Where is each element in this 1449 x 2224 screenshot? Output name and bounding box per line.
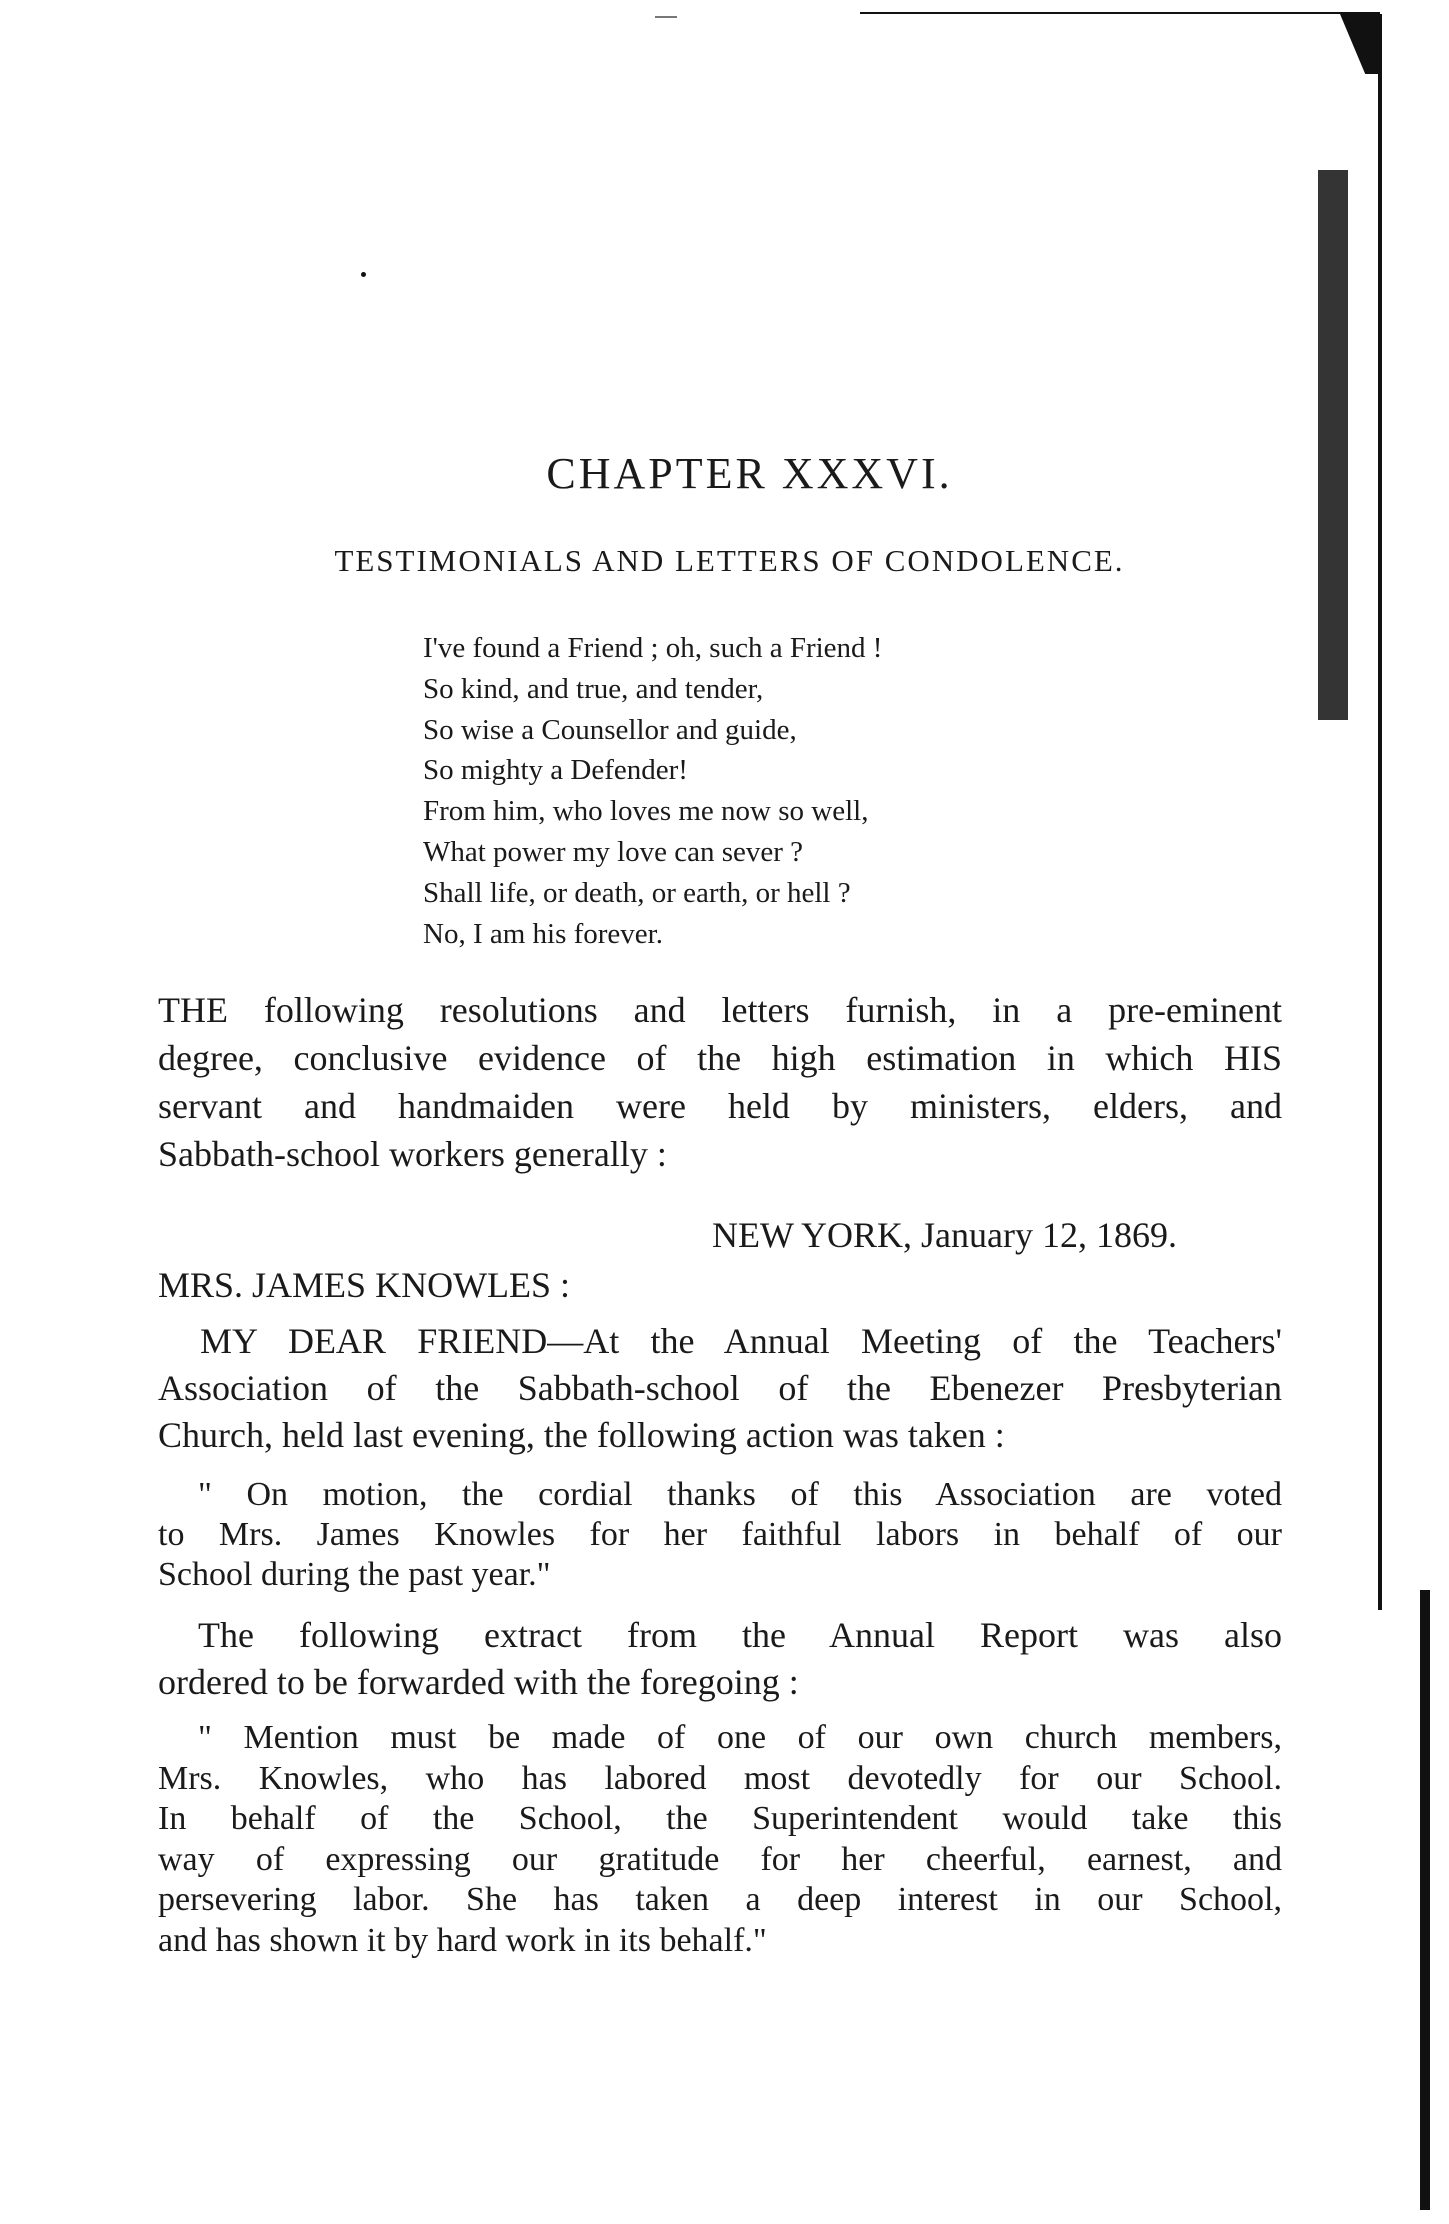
scan-edge-right <box>1378 60 1382 1610</box>
letter-salutation: MRS. JAMES KNOWLES : <box>158 1265 571 1305</box>
quote-line: way of expressing our gratitude for her cheerful, earnest, and <box>158 1840 1282 1878</box>
letter-dateline: NEW YORK, January 12, 1869. <box>712 1215 1177 1255</box>
letter-body-line: Church, held last evening, the following action was taken : <box>158 1415 1005 1455</box>
scan-dot <box>361 272 366 277</box>
letter-body <box>158 1318 1282 1459</box>
scan-binding-shadow <box>1318 170 1348 720</box>
quote-line: " Mention must be made of one of our own church members, <box>198 1719 1282 1756</box>
poem-line: I've found a Friend ; oh, such a Friend ! <box>423 632 883 664</box>
quote-line: and has shown it by hard work in its behalf." <box>158 1921 767 1959</box>
intro-line: servant and handmaiden were held by ministers, elders, and <box>158 1086 1282 1126</box>
scan-dash-top <box>655 16 677 18</box>
scan-edge-corner <box>1340 14 1382 74</box>
extract-intro <box>158 1612 1282 1706</box>
poem-line: What power my love can sever ? <box>423 835 804 868</box>
quote-line: to Mrs. James Knowles for her faithful labors in behalf of our <box>158 1516 1282 1553</box>
intro-line: Sabbath-school workers generally : <box>158 1134 667 1174</box>
epigraph-poem <box>423 628 882 954</box>
extract-intro-line: ordered to be forwarded with the foregoing : <box>158 1662 799 1702</box>
chapter-title: CHAPTER XXXVI. <box>546 449 953 498</box>
quote-line: School during the past year." <box>158 1556 551 1593</box>
letter-body-line: MY DEAR FRIEND—At the Annual Meeting of the Teachers' <box>200 1321 1282 1361</box>
poem-line: Shall life, or death, or earth, or hell ? <box>423 876 851 909</box>
intro-line: degree, conclusive evidence of the high estimation in which HIS <box>158 1038 1282 1078</box>
poem-line: No, I am his forever. <box>423 917 663 950</box>
intro-line: THE following resolutions and letters furnish, in a pre-eminent <box>158 990 1282 1030</box>
letter-body-line: Association of the Sabbath-school of the Ebenezer Presbyterian <box>158 1368 1282 1408</box>
poem-line: So kind, and true, and tender, <box>423 672 764 705</box>
poem-line: From him, who loves me now so well, <box>423 795 869 828</box>
quote-line: " On motion, the cordial thanks of this Association are voted <box>198 1476 1282 1513</box>
extract-intro-line: The following extract from the Annual Report was also <box>198 1615 1282 1655</box>
quote-line: Mrs. Knowles, who has labored most devotedly for our School. <box>158 1759 1282 1797</box>
poem-line: So mighty a Defender! <box>423 754 688 787</box>
poem-line: So wise a Counsellor and guide, <box>423 713 797 746</box>
resolution-quote <box>158 1475 1282 1595</box>
chapter-subtitle: TESTIMONIALS AND LETTERS OF CONDOLENCE. <box>334 543 1125 578</box>
scan-edge-right-lower <box>1420 1590 1430 2210</box>
intro-paragraph <box>158 986 1282 1178</box>
quote-line: In behalf of the School, the Superintendent would take this <box>158 1800 1282 1837</box>
report-extract-quote <box>158 1718 1282 1961</box>
scan-edge-top <box>860 12 1380 14</box>
quote-line: persevering labor. She has taken a deep interest in our School, <box>158 1881 1282 1918</box>
